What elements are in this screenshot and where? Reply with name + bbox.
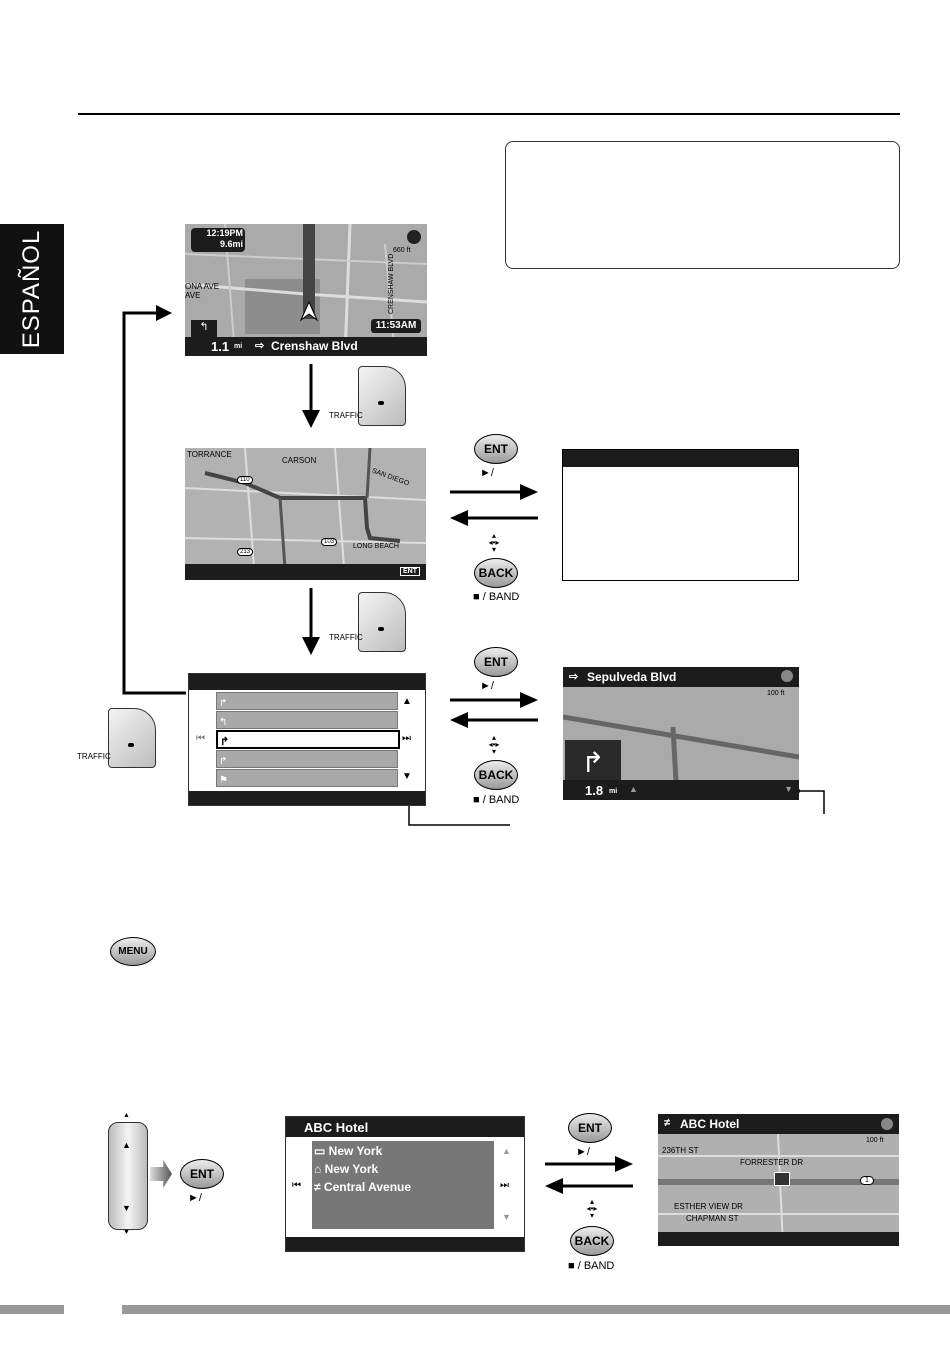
turn-list-row-selected[interactable]: ↱: [216, 730, 400, 749]
street-2: FORRESTER DR: [740, 1158, 804, 1167]
street-vertical: CRENSHAW BLVD: [388, 253, 395, 314]
poi-item-label: New York: [328, 1144, 383, 1158]
dpad-icon-3: ▴ ◂•▸ ▾: [586, 1197, 598, 1220]
next-track-icon[interactable]: ⏭: [500, 1180, 509, 1191]
scroll-up-icon[interactable]: ▲: [122, 1140, 131, 1150]
poi-marker-icon: [774, 1172, 790, 1186]
turn-list-row[interactable]: ↱: [216, 750, 398, 768]
ent-button-3[interactable]: ENT: [180, 1159, 224, 1189]
street-3: ESTHER VIEW DR: [674, 1202, 743, 1211]
back-button[interactable]: BACK: [474, 558, 518, 588]
poi-flag-icon: ≠: [664, 1117, 671, 1129]
poi-title: ABC Hotel: [304, 1120, 369, 1135]
scale-label: 100 ft: [866, 1137, 884, 1144]
route-shield: 1: [860, 1176, 874, 1185]
stop-band-label: ■ / BAND: [473, 591, 520, 603]
ent-tag: ENT: [400, 567, 420, 576]
arrow-icon: ⇨: [255, 340, 265, 352]
play-flag-label: ►/: [480, 467, 494, 479]
play-flag-label-3: ►/: [188, 1192, 202, 1204]
scroll-up-icon[interactable]: ▲: [502, 1146, 511, 1156]
prev-track-icon[interactable]: ⏮: [292, 1180, 301, 1191]
ent-button-4[interactable]: ENT: [568, 1113, 612, 1143]
prev-track-icon[interactable]: ⏮: [196, 733, 205, 744]
label-carson: CARSON: [282, 456, 317, 465]
street-1: 236TH ST: [662, 1146, 699, 1155]
turn-right-icon: ↱: [565, 740, 621, 800]
map-screen-poi: [658, 1114, 899, 1246]
footer-bar-left: [0, 1305, 64, 1314]
traffic-label: TRAFFIC: [329, 411, 363, 420]
back-button-2[interactable]: BACK: [474, 760, 518, 790]
compass-icon: [881, 1118, 893, 1130]
scroll-up-icon[interactable]: ▲: [402, 696, 412, 707]
stop-band-label-2: ■ / BAND: [473, 794, 520, 806]
scroll-down-icon[interactable]: ▼: [123, 1229, 130, 1236]
poi-item-2[interactable]: ≠ Central Avenue: [314, 1180, 412, 1194]
poi-item-0[interactable]: ▭ New York: [314, 1144, 383, 1158]
ent-button[interactable]: ENT: [474, 434, 518, 464]
shield-103: 103: [321, 538, 337, 546]
street-left-2: AVE: [185, 291, 201, 300]
street-left: ONA AVE: [185, 282, 220, 291]
shield-110: 110: [237, 476, 253, 484]
scroll-down-icon[interactable]: ▼: [502, 1212, 511, 1222]
turn-list-row[interactable]: ↰: [216, 711, 398, 729]
scroll-down-icon[interactable]: ▼: [784, 784, 793, 794]
poi-item-label: New York: [324, 1162, 379, 1176]
play-flag-label-2: ►/: [480, 680, 494, 692]
street-4: CHAPMAN ST: [686, 1214, 739, 1223]
street-name: Sepulveda Blvd: [587, 670, 677, 684]
distance-top: 9.6mi: [219, 239, 243, 249]
stop-band-label-3: ■ / BAND: [568, 1260, 615, 1272]
poi-item-1[interactable]: ⌂ New York: [314, 1162, 379, 1176]
next-track-icon[interactable]: ⏭: [402, 733, 411, 744]
clock-time: 11:53AM: [371, 319, 421, 333]
poi-item-label: Central Avenue: [323, 1180, 412, 1194]
poi-map-title: ABC Hotel: [680, 1117, 740, 1131]
shield-213: 213: [237, 548, 253, 556]
turn-list-row[interactable]: ↱: [216, 692, 398, 710]
next-unit: mi: [234, 343, 243, 350]
scroll-down-icon[interactable]: ▼: [122, 1203, 131, 1213]
scale-label: 100 ft: [767, 690, 785, 697]
traffic-label-2: TRAFFIC: [329, 633, 363, 642]
turn-left-icon: ↰: [191, 320, 217, 337]
dpad-icon-2: ▴ ◂•▸ ▾: [488, 733, 500, 756]
dpad-icon: ▴ ◂•▸ ▾: [488, 531, 500, 554]
traffic-label-3: TRAFFIC: [77, 752, 111, 761]
turn-list-row[interactable]: ⚑: [216, 769, 398, 787]
back-button-3[interactable]: BACK: [570, 1226, 614, 1256]
distance: 1.8: [585, 783, 604, 798]
label-sandiego: SAN DIEGO: [370, 467, 410, 488]
clock-top: 12:19PM: [206, 228, 243, 238]
label-torrance: TORRANCE: [187, 450, 232, 459]
arrow-icon: ⇨: [569, 671, 579, 683]
next-distance: 1.1: [211, 339, 230, 354]
scale-label: 660 ft: [393, 247, 411, 254]
scroll-up-icon[interactable]: ▲: [123, 1112, 130, 1119]
label-longbeach: LONG BEACH: [353, 543, 399, 550]
distance-unit: mi: [609, 788, 618, 795]
footer-bar-right: [122, 1305, 950, 1314]
language-label: ESPAÑOL: [18, 229, 45, 349]
next-street: Crenshaw Blvd: [271, 339, 358, 353]
scroll-up-icon[interactable]: ▲: [629, 784, 638, 794]
play-flag-label-4: ►/: [576, 1146, 590, 1158]
scroll-down-icon[interactable]: ▼: [402, 771, 412, 782]
menu-button[interactable]: MENU: [110, 937, 156, 966]
ent-button-2[interactable]: ENT: [474, 647, 518, 677]
